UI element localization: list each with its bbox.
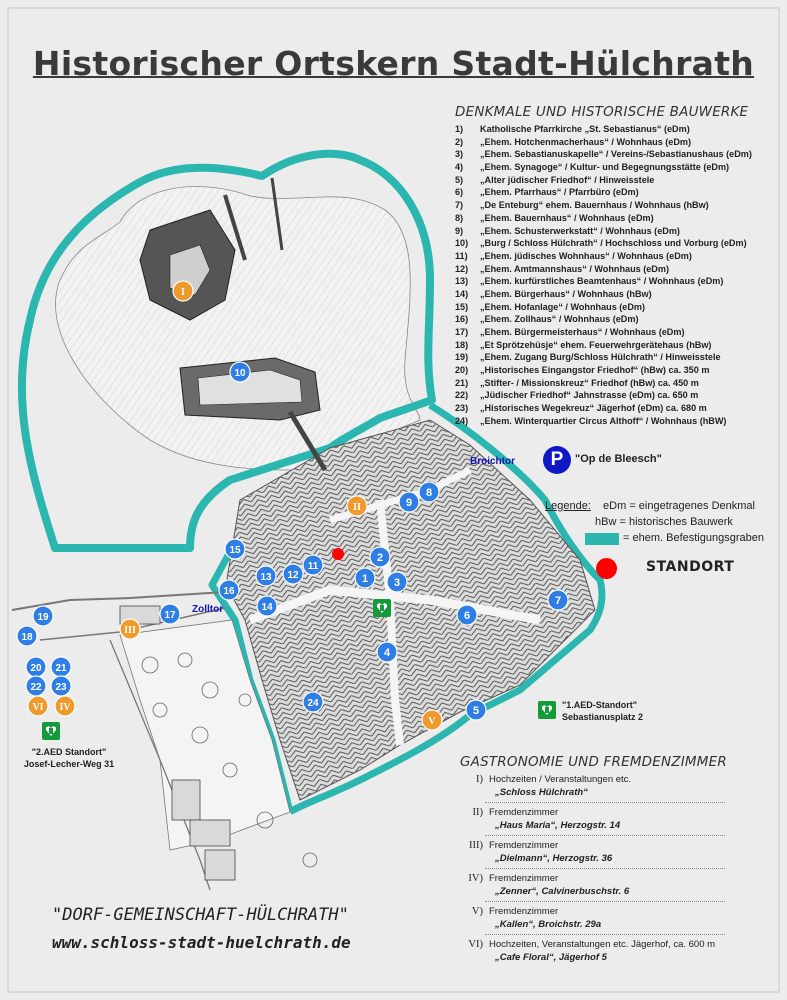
monument-number: 4) xyxy=(455,162,464,173)
gastronomy-number: I) xyxy=(476,774,483,785)
gastronomy-type: Fremdenzimmer xyxy=(489,840,559,851)
monument-marker-24[interactable] xyxy=(303,692,323,712)
monument-marker-12[interactable] xyxy=(283,564,303,584)
monument-marker-6[interactable] xyxy=(457,605,477,625)
monument-item xyxy=(455,136,752,149)
gastronomy-type: Hochzeiten / Veranstaltungen etc. xyxy=(489,774,632,785)
monument-item xyxy=(455,199,752,212)
monument-item xyxy=(455,123,752,136)
monument-number: 19) xyxy=(455,352,469,363)
marker-label: 14 xyxy=(261,602,273,613)
standort-label: STANDORT xyxy=(646,559,735,575)
legend-moat-swatch xyxy=(585,533,619,545)
aed2-icon xyxy=(42,722,60,740)
gastronomy-item xyxy=(455,873,715,897)
monument-text: „Ehem. Bürgermeisterhaus“ / Wohnhaus (eDm) xyxy=(480,327,685,337)
gastronomy-number: II) xyxy=(472,807,483,818)
monument-number: 8) xyxy=(455,212,464,223)
monument-number: 16) xyxy=(455,314,469,325)
website-link[interactable]: www.schloss-stadt-huelchrath.de xyxy=(52,933,351,952)
monument-number: 20) xyxy=(455,365,469,376)
marker-label: VI xyxy=(32,702,44,713)
monument-number: 21) xyxy=(455,377,469,388)
marker-label: 4 xyxy=(383,647,391,659)
monument-item xyxy=(455,313,752,326)
monument-item xyxy=(455,275,752,288)
monument-item xyxy=(455,351,752,364)
zolltor-label: Zolltor xyxy=(192,604,224,615)
legend-edm-abbr: eDm xyxy=(603,500,627,512)
gastronomy-number: V) xyxy=(471,906,483,917)
gastronomy-divider xyxy=(485,901,725,902)
monument-number: 23) xyxy=(455,403,469,414)
legend-hbw-abbr: hBw xyxy=(595,516,617,528)
marker-label: 15 xyxy=(229,545,241,556)
legend-label: Legende: xyxy=(545,500,591,512)
gastronomy-heading: GASTRONOMIE UND FREMDENZIMMER xyxy=(460,754,727,770)
marker-label: III xyxy=(124,625,136,636)
aed-map-icon xyxy=(373,599,391,617)
gastronomy-item xyxy=(455,774,715,798)
monument-text: „Ehem. Bauernhaus“ / Wohnhaus (eDm) xyxy=(480,212,654,223)
monument-item xyxy=(455,148,752,161)
monument-text: „Ehem. Pfarrhaus“ / Pfarrbüro (eDm) xyxy=(480,187,639,198)
standort-dot xyxy=(596,558,617,579)
monument-item xyxy=(455,263,752,276)
monument-marker-2[interactable] xyxy=(370,547,390,567)
marker-label: II xyxy=(353,502,361,513)
marker-label: 24 xyxy=(307,698,319,709)
monument-marker-11[interactable] xyxy=(303,555,323,575)
gastronomy-name: „Kallen“, Broichstr. 29a xyxy=(495,919,602,930)
gastronomy-list xyxy=(455,774,715,972)
monument-item xyxy=(455,250,752,263)
monument-marker-17[interactable] xyxy=(160,604,180,624)
monument-number: 9) xyxy=(455,225,464,236)
monument-text: „Alter jüdischer Friedhof“ / Hinweisstele xyxy=(480,174,655,185)
parking-icon: P xyxy=(543,446,571,474)
monument-text: „Ehem. Hofanlage“ / Wohnhaus (eDm) xyxy=(480,301,646,312)
monument-item xyxy=(455,402,752,415)
marker-label: 20 xyxy=(30,663,42,674)
monument-text: „Ehem. Amtmannshaus“ / Wohnhaus (eDm) xyxy=(480,263,669,274)
monument-marker-14[interactable] xyxy=(257,596,277,616)
gastronomy-name: „Zenner“, Calvinerbuschstr. 6 xyxy=(495,886,630,897)
monument-text: „Ehem. Zugang Burg/Schloss Hülchrath“ / Hinweisstele xyxy=(480,352,721,363)
marker-label: 19 xyxy=(37,612,49,623)
aed2-address: Josef-Lecher-Weg 31 xyxy=(23,759,115,769)
monument-number: 11) xyxy=(455,250,468,261)
gastronomy-marker-VI[interactable] xyxy=(28,696,48,716)
gastronomy-number: III) xyxy=(469,840,483,851)
monument-item xyxy=(455,364,752,377)
gastronomy-type: Fremdenzimmer xyxy=(489,873,559,884)
monument-item xyxy=(455,301,752,314)
monument-text: „Ehem. Bürgerhaus“ / Wohnhaus (hBw) xyxy=(480,288,652,299)
monument-number: 18) xyxy=(455,339,469,350)
gastronomy-marker-I[interactable] xyxy=(173,281,193,301)
monument-marker-13[interactable] xyxy=(256,566,276,586)
monument-marker-23[interactable] xyxy=(51,676,71,696)
monument-marker-4[interactable] xyxy=(377,642,397,662)
monument-marker-20[interactable] xyxy=(26,657,46,677)
monument-text: „De Enteburg“ ehem. Bauernhaus / Wohnhaus (hBw) xyxy=(480,200,709,211)
gastronomy-type: Fremdenzimmer xyxy=(489,906,559,917)
monument-marker-10[interactable] xyxy=(230,362,250,382)
marker-label: 8 xyxy=(425,487,433,499)
monument-text: „Jüdischer Friedhof“ Jahnstrasse (eDm) ca. 650 m xyxy=(480,390,699,401)
monument-marker-21[interactable] xyxy=(51,657,71,677)
aed2-label xyxy=(14,746,124,770)
gastronomy-divider xyxy=(485,802,725,803)
monument-marker-15[interactable] xyxy=(225,539,245,559)
gastronomy-name: „Haus Maria“, Herzogstr. 14 xyxy=(495,820,621,831)
monument-marker-9[interactable] xyxy=(399,492,419,512)
gastronomy-marker-IV[interactable] xyxy=(55,696,75,716)
gastronomy-marker-II[interactable] xyxy=(347,496,367,516)
monument-marker-8[interactable] xyxy=(419,482,439,502)
gastronomy-marker-III[interactable] xyxy=(120,619,140,639)
monument-number: 3) xyxy=(455,149,464,160)
marker-label: 17 xyxy=(164,610,176,621)
monument-number: 1) xyxy=(455,124,464,134)
monument-text: „Et Sprötzehüsje“ ehem. Feuerwehrgerätehaus (hBw) xyxy=(480,339,712,350)
gastronomy-number: IV) xyxy=(468,873,483,884)
monument-text: „Ehem. Schusterwerkstatt“ / Wohnhaus (eDm) xyxy=(480,225,680,236)
marker-label: 11 xyxy=(307,561,319,572)
monument-number: 17) xyxy=(455,327,469,337)
monument-item xyxy=(455,288,752,301)
gastronomy-item xyxy=(455,939,715,963)
monument-number: 14) xyxy=(455,288,469,299)
gastronomy-divider xyxy=(485,835,725,836)
marker-label: 18 xyxy=(21,632,33,643)
monument-text: „Historisches Eingangstor Friedhof“ (hBw) ca. 350 m xyxy=(480,365,710,376)
monument-text: Katholische Pfarrkirche „St. Sebastianus“ (eDm) xyxy=(480,124,690,134)
monument-number: 15) xyxy=(455,301,469,312)
marker-label: 21 xyxy=(55,663,67,674)
marker-label: IV xyxy=(59,702,71,713)
marker-label: V xyxy=(428,716,436,727)
gastronomy-divider xyxy=(485,934,725,935)
gastronomy-item xyxy=(455,807,715,831)
monument-marker-16[interactable] xyxy=(219,580,239,600)
monument-text: „Ehem. Sebastianuskapelle“ / Vereins-/Sebastianushaus (eDm) xyxy=(480,149,752,160)
gastronomy-name: „Dielmann“, Herzogstr. 36 xyxy=(495,853,613,864)
marker-label: 7 xyxy=(554,595,562,607)
monument-marker-19[interactable] xyxy=(33,606,53,626)
aed1-address: Sebastianusplatz 2 xyxy=(562,712,644,722)
monument-text: „Ehem. Synagoge“ / Kultur- und Begegnungsstätte (eDm) xyxy=(480,162,730,173)
monument-number: 22) xyxy=(455,390,469,401)
monument-marker-5[interactable] xyxy=(466,700,486,720)
gastronomy-item xyxy=(455,840,715,864)
monument-item xyxy=(455,225,752,238)
map-poster: 1 2 3 4 5 6 7 8 9 10 11 12 13 14 15 16 17 18 19 20 21 22 23 24 I II III IV V VI Historischer Ortskern Stadt-Hülchrath DENKMALE UND HISTORISCHE BAUWERKE 1) Katholische Pfarrkirche „St. Sebastianus“ (eDm) 2) „Ehem. Hotchenmacherhaus“ / Wohnhaus (eDm) 3) „Ehem. Sebastianuskapelle“ / Vereins-/Sebastianushaus (eDm) 4) „Ehem. Synagoge“ / Kultur- und Begegnungsstätte (eDm) 5) „Alter jüdischer Friedhof“ / Hinweisstele 6) „Ehem. Pfarrhaus“ / Pfarrbüro (eDm) 7) „De Enteburg“ ehem. Bauernhaus / Wohnhaus (hBw) 8) „Ehem. Bauernhaus“ / Wohnhaus (eDm) 9) „Ehem. Schusterwerkstatt“ / Wohnhaus (eDm) 10) „Burg / Schloss Hülchrath“ / Hochschloss und Vorburg (eDm) 11) „Ehem. jüdisches Wohnhaus“ / Wohnhaus (eDm) 12) „Ehem. Amtmannshaus“ / Wohnhaus (eDm) 13) „Ehem. kurfürstliches Beamtenhaus“ / Wohnhaus (eDm) 14) „Ehem. Bürgerhaus“ / Wohnhaus (hBw) 15) „Ehem. Hofanlage“ / Wohnhaus (eDm) 16) „Ehem. Zollhaus“ / Wohnhaus (eDm) 17) „Ehem. Bürgermeisterhaus“ / Wohnhaus (eDm) 18) „Et Sprötzehüsje“ ehem. Feuerwehrgerätehaus (hBw) 19) „Ehem. Zugang Burg/Schloss Hülchrath“ / Hinweisstele 20) „Historisches Eingangstor Friedhof“ (hBw) ca. 350 m 21) „Stifter- / Missionskreuz“ Friedhof (hBw) ca. 450 m 22) „Jüdischer Friedhof“ Jahnstrasse (eDm) ca. 650 m 23) „Historisches Wegekreuz“ Jägerhof (eDm) ca. 680 m 24) „Ehem. Winterquartier Circus Althoff“ / Wohnhaus (hBW) Broichtor Zolltor P "Op de Bleesch" Legende: eDm = eingetragenes Denkmal hBw = historisches Bauwerk = ehem. Befestigungsgraben STANDORT "1.AED-Standort" Sebastianusplatz 2 "2.AED Standort" Josef-Lecher-Weg 31 GASTRONOMIE UND FREMDENZIMMER I) Hochzeiten / Veranstaltungen etc. „Schloss Hülchrath“ II) Fremdenzimmer „Haus Maria“, Herzogstr. 14 III) Fremdenzimmer „Dielmann“, Herzogstr. 36 IV) Fremdenzimmer „Zenner“, Calvinerbuschstr. 6 V) Fremdenzimmer „Kallen“, Broichstr. 29a VI) Hochzeiten, Veranstaltungen etc. Jägerhof, ca. 600 m „Cafe Floral“, Jägerhof 5 "DORF-GEMEINSCHAFT-HÜLCHRATH" www.schloss-stadt-huelchrath.de xyxy=(0,0,787,1000)
monument-item xyxy=(455,237,752,250)
legend-hbw-text: historisches Bauwerk xyxy=(628,516,733,528)
marker-label: 9 xyxy=(405,497,413,509)
monument-item xyxy=(455,415,752,428)
marker-label: 2 xyxy=(376,552,384,564)
monument-number: 7) xyxy=(455,200,464,211)
monument-marker-22[interactable] xyxy=(26,676,46,696)
monument-number: 13) xyxy=(455,276,469,287)
marker-label: 3 xyxy=(393,577,401,589)
broichtor-label: Broichtor xyxy=(470,456,515,467)
gastronomy-marker-V[interactable] xyxy=(422,710,442,730)
monument-item xyxy=(455,326,752,339)
parking-name: "Op de Bleesch" xyxy=(575,453,662,465)
monument-item xyxy=(455,212,752,225)
monument-marker-18[interactable] xyxy=(17,626,37,646)
gastronomy-divider xyxy=(485,868,725,869)
gastronomy-number: VI) xyxy=(468,939,483,950)
gastronomy-item xyxy=(455,906,715,930)
marker-label: 1 xyxy=(361,573,369,585)
aed1-label xyxy=(562,699,643,723)
club-name: "DORF-GEMEINSCHAFT-HÜLCHRATH" xyxy=(52,905,349,925)
legend-edm-text: eingetragenes Denkmal xyxy=(638,500,755,512)
monument-number: 10) xyxy=(455,238,469,249)
marker-label: 6 xyxy=(463,610,471,622)
monument-text: „Ehem. Zollhaus“ / Wohnhaus (eDm) xyxy=(480,314,639,325)
gastronomy-name: „Schloss Hülchrath“ xyxy=(495,787,588,798)
marker-label: 10 xyxy=(234,368,246,379)
monument-text: „Ehem. Hotchenmacherhaus“ / Wohnhaus (eDm) xyxy=(480,136,692,147)
monument-marker-3[interactable] xyxy=(387,572,407,592)
gastronomy-type: Hochzeiten, Veranstaltungen etc. Jägerhof, ca. 600 m xyxy=(489,939,716,950)
monument-item xyxy=(455,161,752,174)
monument-item xyxy=(455,339,752,352)
gastronomy-type: Fremdenzimmer xyxy=(489,807,559,818)
monument-text: „Historisches Wegekreuz“ Jägerhof (eDm) ca. 680 m xyxy=(480,403,707,414)
monument-item xyxy=(455,377,752,390)
monument-text: „Ehem. kurfürstliches Beamtenhaus“ / Wohnhaus (eDm) xyxy=(480,276,724,287)
monument-item xyxy=(455,174,752,187)
monument-text: „Ehem. Winterquartier Circus Althoff“ / Wohnhaus (hBW) xyxy=(480,415,727,426)
monument-number: 2) xyxy=(455,136,464,147)
monument-text: „Burg / Schloss Hülchrath“ / Hochschloss und Vorburg (eDm) xyxy=(480,238,747,249)
marker-label: I xyxy=(181,287,185,298)
gastronomy-name: „Cafe Floral“, Jägerhof 5 xyxy=(495,952,607,963)
marker-label: 16 xyxy=(223,586,235,597)
monument-text: „Stifter- / Missionskreuz“ Friedhof (hBw) ca. 450 m xyxy=(480,377,699,388)
monument-number: 12) xyxy=(455,263,469,274)
marker-label: 23 xyxy=(55,682,67,693)
monuments-heading: DENKMALE UND HISTORISCHE BAUWERKE xyxy=(455,104,749,120)
marker-label: 5 xyxy=(472,705,480,717)
monument-number: 24) xyxy=(455,415,469,426)
monument-text: „Ehem. jüdisches Wohnhaus“ / Wohnhaus (eDm) xyxy=(480,250,692,261)
monument-number: 5) xyxy=(455,174,464,185)
standort-map-dot xyxy=(332,548,344,560)
monument-marker-1[interactable] xyxy=(355,568,375,588)
monument-marker-7[interactable] xyxy=(548,590,568,610)
monument-item xyxy=(455,389,752,402)
monument-number: 6) xyxy=(455,187,464,198)
marker-label: 13 xyxy=(260,572,272,583)
monument-item xyxy=(455,186,752,199)
marker-label: 12 xyxy=(287,570,299,581)
legend-moat-text: ehem. Befestigungsgraben xyxy=(632,532,764,544)
marker-label: 22 xyxy=(30,682,42,693)
aed1-icon xyxy=(538,701,556,719)
aed2-title: "2.AED Standort" xyxy=(31,747,107,757)
monuments-list xyxy=(455,123,752,428)
page-title: Historischer Ortskern Stadt-Hülchrath xyxy=(32,44,755,83)
aed1-title: "1.AED-Standort" xyxy=(562,700,638,710)
